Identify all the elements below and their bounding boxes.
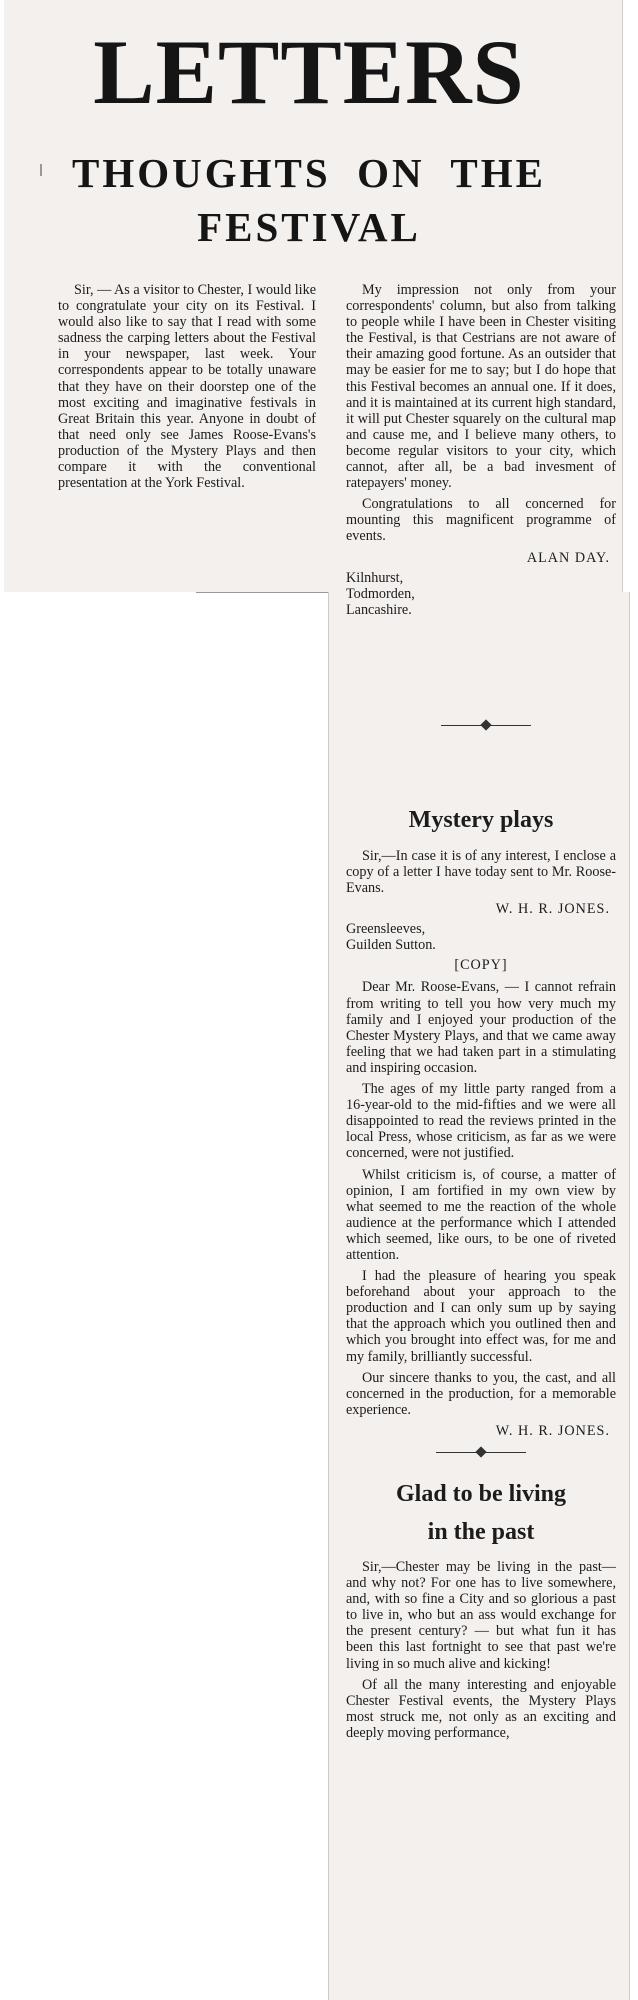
address-line: Kilnhurst, <box>346 569 404 586</box>
letter-right-column <box>346 282 616 618</box>
address-line: Todmorden, <box>346 585 415 602</box>
letter-left-column <box>58 282 316 496</box>
section-divider <box>441 720 531 730</box>
section-divider <box>436 1447 526 1457</box>
letter-paragraph: Congratulations to all concerned for mounting this magnificent programme of events. <box>346 496 616 545</box>
headline-line-2: FESTIVAL <box>197 204 421 250</box>
letter-paragraph: I had the pleasure of hearing you speak beforehand about your approach to the production and I can only sum up by saying that the approach which you outlined then and which you brought into effect was, for me and my family, brilliantly successful. <box>346 1268 616 1365</box>
letter-heading: Mystery plays <box>408 807 554 833</box>
letter-paragraph: Sir, — As a visitor to Chester, I would like to congratulate your city on its Festival. I would also like to say that I read with some sadness the carping letters about the Festival in your newspaper, last week. Your correspondents appear to be totally unaware that they have on their doorstep one of the most exciting and imaginative festivals in Great Britain this year. Anyone in doubt of that need only see James Roose-Evans's production of the Mystery Plays and then compare it with the conventional presentation at the York Festival. <box>58 282 317 492</box>
letter-signature: W. H. R. JONES. <box>495 1422 610 1439</box>
letter-heading-line-1: Glad to be living <box>395 1481 567 1507</box>
letter-heading <box>346 1475 616 1551</box>
letter-paragraph: The ages of my little party ranged from a 16-year-old to the mid-fifties and we were all disappointed to read the reviews printed in the local Press, whose criticism, as far as we were concerned, were not justified. <box>346 1081 616 1162</box>
letter-paragraph: Dear Mr. Roose-Evans, — I cannot refrain from writing to tell you how very much my family and I enjoyed your production of the Chester Mystery Plays, and that we came away feeling that we had taken part in a stimulating and inspiring occasion. <box>346 979 616 1076</box>
address-line: Lancashire. <box>346 601 412 618</box>
letter-signature: W. H. R. JONES. <box>495 901 610 918</box>
letter-signature: ALAN DAY. <box>526 549 610 566</box>
address-line: Greensleeves, <box>346 921 426 938</box>
letter-heading-line-2: in the past <box>427 1519 535 1545</box>
letter-paragraph: Whilst criticism is, of course, a matter of opinion, I am fortified in my own view by what seemed to me the reaction of the whole audience at the performance which I attended which seemed, like ours, to be one of riveted attention. <box>346 1166 616 1263</box>
letter-paragraph: My impression not only from your correspondents' column, but also from talking to people while I have been in Chester visiting the Festival, is that Cestrians are not aware of their amazing good fortune. As an outsider that may be easier for me to say; but I do hope that this Festival becomes an annual one. If it does, and it is maintained at its current high standard, it will put Chester squarely on the cultural map and cause me, and I believe many others, to become regular visitors to your city, which cannot, after all, be a bad invesment of ratepayers' money. <box>346 282 616 492</box>
page-title: LETTERS <box>93 21 525 123</box>
copy-label: [COPY] <box>454 957 508 974</box>
letter-paragraph: Sir,—In case it is of any interest, I enclose a copy of a letter I have today sent to Mr. Roose-Evans. <box>346 848 616 897</box>
headline <box>0 146 618 254</box>
headline-line-1: THOUGHTS ON THE <box>71 150 546 196</box>
letters-continued-column <box>346 800 616 1746</box>
clipping-cut-edge <box>196 592 328 593</box>
letter-paragraph: Sir,—Chester may be living in the past—and why not? For one has to live somewhere, and, with so fine a City and so glorious a past to live in, who but an ass would exchange for the present century? — but what fun it has been this last fortnight to see that past we're living in so much alive and kicking! <box>346 1559 616 1672</box>
address-line: Guilden Sutton. <box>346 937 436 954</box>
letter-paragraph: Our sincere thanks to you, the cast, and all concerned in the production, for a memorable experience. <box>346 1369 616 1418</box>
letter-paragraph: Of all the many interesting and enjoyable Chester Festival events, the Mystery Plays most struck me, not only as an exciting and deeply moving performance, <box>346 1676 616 1741</box>
